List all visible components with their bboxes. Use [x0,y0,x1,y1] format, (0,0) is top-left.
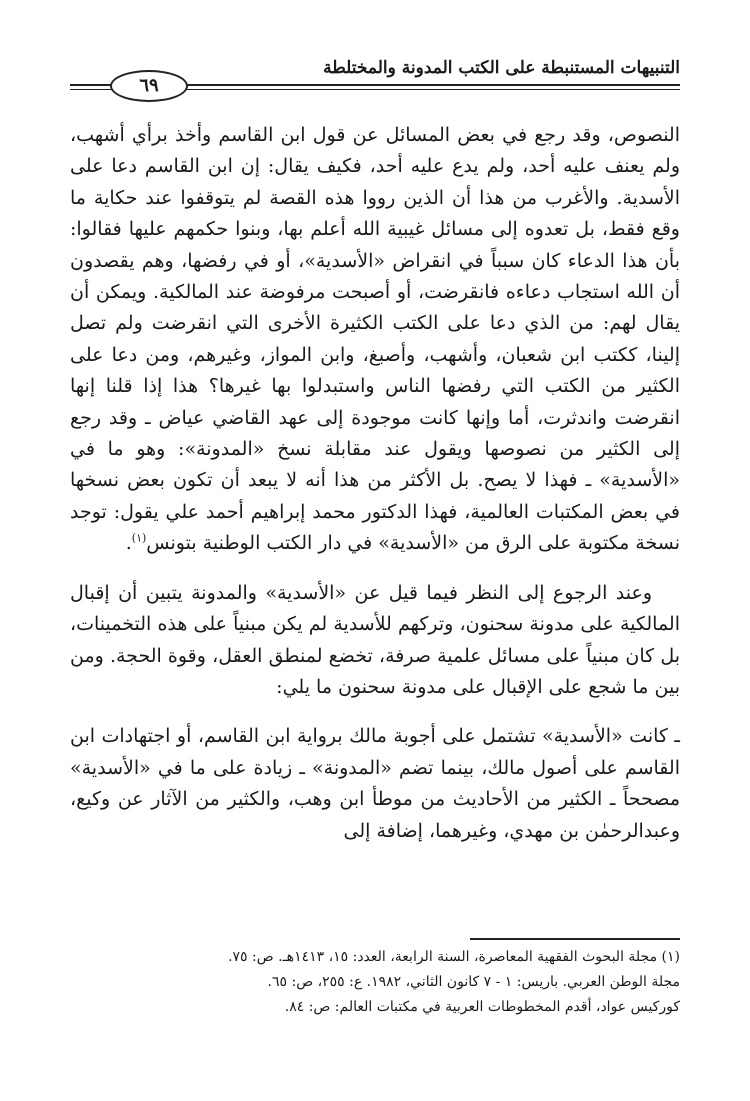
paragraph-1-end: . [125,532,132,555]
page-number: ٦٩ [110,70,188,102]
paragraph-3: ـ كانت «الأسدية» تشتمل على أجوبة مالك برواية ابن القاسم، أو اجتهادات ابن القاسم على أصول مالك، بينما تضم «المدونة» ـ زيادة على ما في «الأسدية» مصححاً ـ الكثير من الأحاديث من موطأ ابن وهب، والكثير من الآثار عن وكيع، وعبدالرحمٰن بن مهدي، وغيرهما، إضافة إلى [70,725,680,842]
footnote-rule [470,938,680,940]
page-header [70,54,680,96]
running-title: التنبيهات المستنبطة على الكتب المدونة والمختلطة [323,58,680,78]
footnote-ref-1: (١) [131,531,147,545]
paragraph-2: وعند الرجوع إلى النظر فيما قيل عن «الأسدية» والمدونة يتبين أن إقبال المالكية على مدونة سحنون، وتركهم للأسدية لم يكن مبنياً على هذه التخمينات، بل كان مبنياً على مسائل علمية صرفة، تخضع لمنطق العقل، وقوة الحجة. ومن بين ما شجع على الإقبال على مدونة سحنون ما يلي: [70,581,680,698]
footnote-line-2: مجلة الوطن العربي. باريس: ١ - ٧ كانون الثاني، ١٩٨٢. ع: ٢٥٥، ص: ٦٥. [267,974,680,990]
footnote-line-3: كوركيس عواد، أقدم المخطوطات العربية في مكتبات العالم: ص: ٨٤. [284,999,680,1015]
body-text [70,120,680,847]
paragraph-1-text: النصوص، وقد رجع في بعض المسائل عن قول ابن القاسم وأخذ برأي أشهب، ولم يعنف عليه أحد، ولم يدع عليه أحد، فكيف يقال: إن ابن القاسم دعا على الأسدية. والأغرب من هذا أن الذين رووا هذه القصة لم يتوقفوا عند حكاية ما وقع فقط، بل تعدوه إلى مسائل غيبية الله أعلم بها، وبنوا حكمهم عليها فقالوا: بأن هذا الدعاء كان سبباً في انقراض «الأسدية»، أو في رفضها، وهم يقصدون أن الله استجاب دعاءه فانقرضت، أو أصبحت مرفوضة عند المالكية. ويمكن أن يقال لهم: من الذي دعا على الكتب الكثيرة الأخرى التي انقرضت ولم تصل إلينا، ككتب ابن شعبان، وأشهب، وأصبغ، وابن المواز، وغيرهم، ومن دعا على الكثير من الكتب التي رفضها الناس واستبدلوا بها غيرها؟ هذا إذا قلنا إنها انقرضت واندثرت، أما وإنها كانت موجودة إلى عهد القاضي عياض ـ وقد رجع إلى الكثير من نصوصها ويقول عند مقابلة نسخ «المدونة»: وهو ما في «الأسدية» ـ فهذا لا يصح. بل الأكثر من هذا أنه لا يبعد أن تكون بعض نسخها في بعض المكتبات العالمية، فهذا الدكتور محمد إبراهيم أحمد علي يقول: توجد نسخة مكتوبة على الرق من «الأسدية» في دار الكتب الوطنية بتونس [70,124,680,555]
footnotes [70,945,680,1020]
paragraph-1 [70,120,680,560]
footnote-line-1: (١) مجلة البحوث الفقهية المعاصرة، السنة الرابعة، العدد: ١٥، ١٤١٣هـ. ص: ٧٥. [228,949,680,965]
